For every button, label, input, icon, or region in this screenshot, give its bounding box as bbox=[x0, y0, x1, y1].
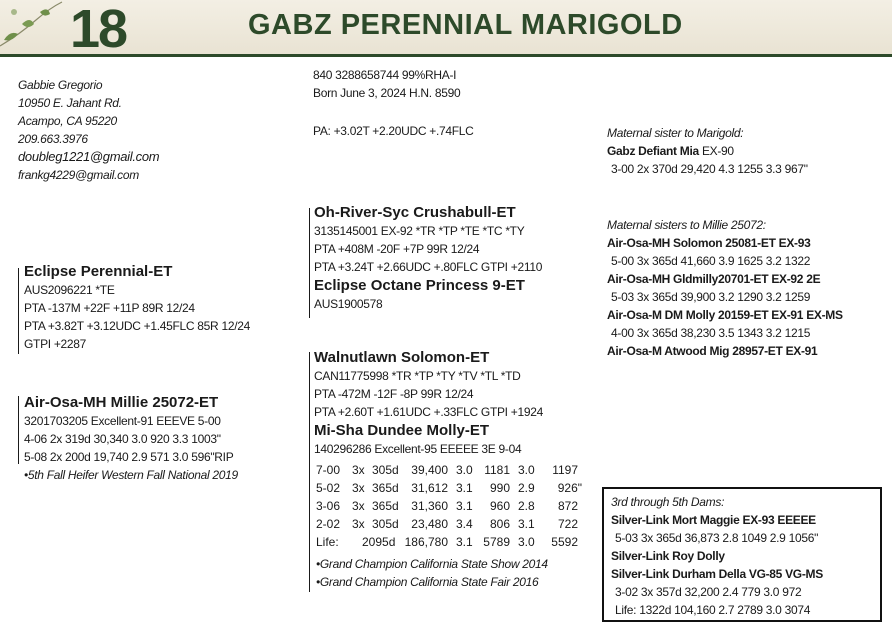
record-cell: 1181 bbox=[484, 463, 510, 477]
record-cell: 3.1 bbox=[456, 481, 473, 495]
record-cell: 5789 bbox=[483, 535, 510, 549]
dam-name: Air-Osa-MH Millie 25072-ET bbox=[24, 394, 219, 411]
parent-average-text: PA: +3.02T +2.20UDC +.74FLC bbox=[313, 124, 474, 138]
record-cell: 3x bbox=[352, 517, 365, 531]
registration-number: 840 3288658744 99%RHA-I bbox=[313, 68, 457, 82]
record-cell: 926" bbox=[557, 481, 582, 495]
ancestor-dam-record: 5-03 3x 365d 36,873 2.8 1049 2.9 1056" bbox=[615, 531, 819, 545]
record-cell: 23,480 bbox=[411, 517, 448, 531]
owner-contact bbox=[18, 76, 159, 184]
record-cell: 3.1 bbox=[518, 517, 535, 531]
table-row bbox=[316, 481, 582, 495]
sister-name: Air-Osa-M DM Molly 20159-ET EX-91 EX-MS bbox=[607, 308, 843, 322]
section-label: 3rd through 5th Dams: bbox=[611, 495, 725, 509]
record-cell: 3.0 bbox=[456, 463, 473, 477]
record-cell: 2.8 bbox=[518, 499, 535, 513]
record-cell: 365d bbox=[372, 499, 399, 513]
owner-address-line1: 10950 E. Jahant Rd. bbox=[18, 96, 122, 110]
sire-block bbox=[24, 262, 250, 353]
sister-name: Air-Osa-M Atwood Mig 28957-ET EX-91 bbox=[607, 344, 818, 358]
records-table bbox=[316, 460, 588, 552]
record-cell: 31,360 bbox=[411, 499, 448, 513]
dams-sire-detail: PTA +2.60T +1.61UDC +.33FLC GTPI +1924 bbox=[314, 405, 543, 419]
registration-info bbox=[313, 66, 460, 102]
record-cell: 3.0 bbox=[518, 535, 535, 549]
table-row bbox=[316, 517, 578, 531]
table-row bbox=[316, 499, 578, 513]
dam-block bbox=[24, 393, 238, 484]
record-cell: 990 bbox=[489, 481, 510, 495]
sire-name: Eclipse Perennial-ET bbox=[24, 263, 173, 280]
sister-record: 4-00 3x 365d 38,230 3.5 1343 3.2 1215 bbox=[611, 326, 811, 340]
sister-record: 5-03 3x 365d 39,900 3.2 1290 3.2 1259 bbox=[611, 290, 811, 304]
owner-phone: 209.663.3976 bbox=[18, 132, 88, 146]
sire-detail: PTA -137M +22F +11P 89R 12/24 bbox=[24, 301, 195, 315]
record-cell: 3-06 bbox=[316, 499, 341, 513]
ancestor-dam-name: Silver-Link Mort Maggie EX-93 EEEEE bbox=[611, 513, 816, 527]
sires-dam-name: Eclipse Octane Princess 9-ET bbox=[314, 277, 525, 294]
maternal-sisters-millie bbox=[607, 216, 843, 360]
record-cell: 872 bbox=[557, 499, 578, 513]
record-cell: 2.9 bbox=[518, 481, 535, 495]
record-cell: 722 bbox=[557, 517, 578, 531]
dams-dam-name: Mi-Sha Dundee Molly-ET bbox=[314, 422, 490, 439]
sires-sire-detail: PTA +408M -20F +7P 99R 12/24 bbox=[314, 242, 480, 256]
sister-record: 5-00 3x 365d 41,660 3.9 1625 3.2 1322 bbox=[611, 254, 811, 268]
record-cell: 3x bbox=[352, 499, 365, 513]
owner-email-secondary: frankg4229@gmail.com bbox=[18, 168, 139, 182]
record-cell: 3.0 bbox=[518, 463, 535, 477]
table-row bbox=[316, 535, 578, 549]
ancestor-dam-record: 3-02 3x 357d 32,200 2.4 779 3.0 972 bbox=[615, 585, 802, 599]
dam-award-note: •5th Fall Heifer Western Fall National 2019 bbox=[24, 468, 238, 482]
sister-classification: EX-90 bbox=[701, 144, 734, 158]
owner-address-line2: Acampo, CA 95220 bbox=[18, 114, 117, 128]
record-cell: 7-00 bbox=[316, 463, 341, 477]
record-cell: 960 bbox=[489, 499, 510, 513]
page-title: GABZ PERENNIAL MARIGOLD bbox=[248, 9, 683, 41]
birth-date: Born June 3, 2024 H.N. 8590 bbox=[313, 86, 461, 100]
record-cell: 31,612 bbox=[411, 481, 448, 495]
dams-sire-block bbox=[314, 348, 543, 458]
sires-sire-block bbox=[314, 203, 542, 313]
dam-record: 4-06 2x 319d 30,340 3.0 920 3.3 1003" bbox=[24, 432, 221, 446]
sire-detail: PTA +3.82T +3.12UDC +1.45FLC 85R 12/24 bbox=[24, 319, 250, 333]
record-cell: 305d bbox=[372, 463, 399, 477]
record-cell: 1197 bbox=[552, 463, 578, 477]
record-cell: 5592 bbox=[551, 535, 578, 549]
sire-detail: GTPI +2287 bbox=[24, 337, 87, 351]
sires-sire-detail: PTA +3.24T +2.66UDC +.80FLC GTPI +2110 bbox=[314, 260, 543, 274]
parent-average bbox=[313, 122, 474, 140]
dams-dam-notes bbox=[316, 555, 548, 591]
marigold-leaf-icon bbox=[0, 0, 70, 54]
dam-detail: 3201703205 Excellent-91 EEEVE 5-00 bbox=[24, 414, 221, 428]
section-label: Maternal sisters to Millie 25072: bbox=[607, 218, 766, 232]
dam-bracket bbox=[18, 396, 19, 464]
dams-box-content bbox=[611, 493, 823, 619]
section-label: Maternal sister to Marigold: bbox=[607, 126, 744, 140]
dam-record: 5-08 2x 200d 19,740 2.9 571 3.0 596"RIP bbox=[24, 450, 234, 464]
dam-lineage-bracket bbox=[309, 352, 310, 592]
record-cell: 3.1 bbox=[456, 499, 473, 513]
record-cell: 2095d bbox=[362, 535, 396, 549]
sister-name: Gabz Defiant Mia bbox=[607, 144, 699, 158]
third-through-fifth-dams-box bbox=[602, 487, 882, 622]
ancestor-dam-lifetime: Life: 1322d 104,160 2.7 2789 3.0 3074 bbox=[615, 603, 811, 617]
record-cell: 186,780 bbox=[404, 535, 448, 549]
ancestor-dam-name: Silver-Link Durham Della VG-85 VG-MS bbox=[611, 567, 823, 581]
dams-dam-records bbox=[316, 460, 588, 557]
dams-sire-name: Walnutlawn Solomon-ET bbox=[314, 349, 490, 366]
record-cell: 3x bbox=[352, 481, 365, 495]
maternal-sister-marigold bbox=[607, 124, 808, 178]
award-note: •Grand Champion California State Fair 2016 bbox=[316, 575, 539, 589]
sister-name: Air-Osa-MH Solomon 25081-ET EX-93 bbox=[607, 236, 811, 250]
record-cell: 3x bbox=[352, 463, 365, 477]
record-cell: 39,400 bbox=[411, 463, 448, 477]
sires-sire-name: Oh-River-Syc Crushabull-ET bbox=[314, 204, 516, 221]
record-cell: 305d bbox=[372, 517, 399, 531]
sister-name-line bbox=[607, 142, 808, 160]
sister-record: 3-00 2x 370d 29,420 4.3 1255 3.3 967" bbox=[611, 162, 808, 176]
dams-dam-detail: 140296286 Excellent-95 EEEEE 3E 9-04 bbox=[314, 442, 522, 456]
owner-name: Gabbie Gregorio bbox=[18, 78, 103, 92]
sire-detail: AUS2096221 *TE bbox=[24, 283, 115, 297]
record-cell: Life: bbox=[316, 535, 339, 549]
sire-lineage-bracket bbox=[309, 208, 310, 318]
sire-bracket bbox=[18, 268, 19, 354]
record-cell: 3.4 bbox=[456, 517, 473, 531]
dams-sire-detail: CAN11775998 *TR *TP *TY *TV *TL *TD bbox=[314, 369, 521, 383]
page-header bbox=[0, 0, 892, 57]
record-cell: 5-02 bbox=[316, 481, 341, 495]
dams-sire-detail: PTA -472M -12F -8P 99R 12/24 bbox=[314, 387, 474, 401]
sires-dam-detail: AUS1900578 bbox=[314, 297, 383, 311]
record-cell: 2-02 bbox=[316, 517, 341, 531]
owner-email-primary: doubleg1221@gmail.com bbox=[18, 149, 160, 164]
record-cell: 3.1 bbox=[456, 535, 473, 549]
ancestor-dam-name: Silver-Link Roy Dolly bbox=[611, 549, 725, 563]
lot-number: 18 bbox=[70, 0, 127, 57]
table-row bbox=[316, 463, 578, 477]
sires-sire-detail: 3135145001 EX-92 *TR *TP *TE *TC *TY bbox=[314, 224, 525, 238]
award-note: •Grand Champion California State Show 2014 bbox=[316, 557, 548, 571]
sister-name: Air-Osa-MH Gldmilly20701-ET EX-92 2E bbox=[607, 272, 821, 286]
record-cell: 806 bbox=[489, 517, 510, 531]
record-cell: 365d bbox=[372, 481, 399, 495]
